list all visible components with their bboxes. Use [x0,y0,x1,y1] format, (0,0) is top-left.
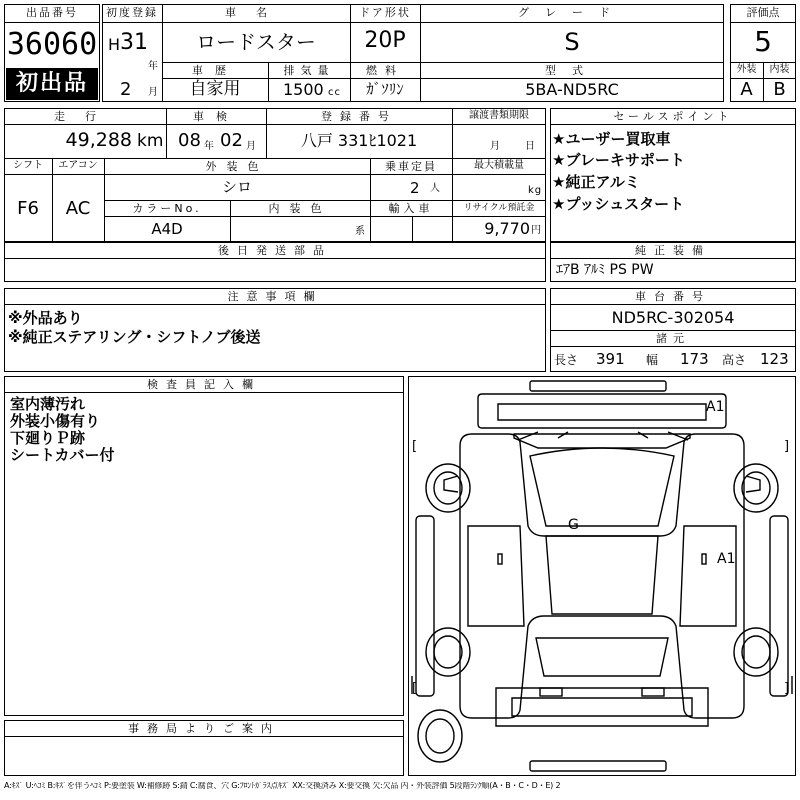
recycle-label: リサイクル預託金 [463,203,535,213]
first-listing-badge: 初出品 [6,68,98,100]
right-door [680,526,736,626]
inspection-month-unit: 月 [246,141,257,152]
reg-month-unit: 月 [148,87,159,98]
transfer-day-unit: 日 [525,141,536,152]
right-mirror [746,476,760,492]
windshield [530,448,674,526]
grade-label: グレード [518,6,626,19]
shift: F6 [17,198,39,219]
inspector-note-2: 外装小傷有り [10,412,101,430]
bracket-front-right: ] [784,439,790,454]
interior-grade: B [773,79,786,100]
fuel-label: 燃料 [366,64,404,77]
wheel-rear-right [734,628,778,676]
door: 20P [364,28,406,53]
inspector-note-3: 下廻りＰ跡 [10,429,86,447]
car-name: ロードスター [196,30,316,54]
mileage: 49,288 [65,129,132,151]
exterior-grade: A [740,79,753,100]
recycle-unit: 円 [531,225,542,236]
office-notice-label: 事務局よりご案内 [128,722,280,735]
history: 自家用 [189,79,241,99]
model: 5BA-ND5RC [525,80,619,99]
height: 123 [760,350,789,368]
history-label: 車歴 [192,64,238,77]
notes-label: 注意事項欄 [227,290,323,303]
car-damage-diagram [408,376,796,776]
capacity-label: 乗車定員 [385,160,437,173]
wheel-front-left [426,464,470,512]
capacity-unit: 人 [430,183,441,194]
first-reg-label: 初度登録 [106,6,158,19]
sales-point-4: ★プッシュスタート [552,195,685,213]
genuine-equipment-label: 純正装備 [635,244,711,257]
left-skirt [416,516,434,696]
reg-no: 八戸 331ﾋ1021 [300,131,418,150]
exterior-label: 外装 [736,64,757,75]
note-2: ※純正ステアリング・シフトノブ後送 [8,328,261,346]
genuine-equipment: ｴｱB ｱﾙﾐ PS PW [556,262,654,278]
bracket-rear-right: ] [784,681,790,696]
era: H [108,35,121,54]
shift-label: シフト [13,160,43,171]
rear-bumper [496,688,708,726]
color-no-label: カラーNo. [132,202,202,215]
interior-color-suffix: 系 [355,226,366,237]
lot-number: 36060 [6,27,98,62]
transfer-month-unit: 月 [490,141,501,152]
legend: A:ｷｽﾞ U:ﾍｺﾐ B:ｷｽﾞを伴うﾍｺﾐ P:要塗装 W:補修跡 S:錆 C:腐食、穴 G:ﾌﾛﾝﾄｶﾞﾗｽ点ｷｽﾞ XX:交換済み X:要交換 欠:欠品 内・外装評価 5段階ﾗﾝｸ順(A・B・C・D・E) 2 [4,782,561,790]
sales-point-2: ★ブレーキサポート [552,151,685,169]
length: 391 [596,350,625,368]
color-no: A4D [151,220,183,238]
mileage-unit: km [137,131,164,151]
reg-year: 31 [120,30,148,55]
capacity: 2 [410,179,420,197]
color-label: 外装色 [205,160,269,173]
chassis-label: 車台番号 [635,290,711,303]
inspection-label: 車検 [193,110,239,123]
interior-label: 内装 [769,64,790,75]
inspection-year: 08 [178,130,201,151]
dims-label: 諸元 [656,332,690,345]
displacement-label: 排気量 [283,64,335,77]
wheel-rear-left [426,628,470,676]
score: 5 [754,25,772,58]
mileage-label: 走行 [54,110,116,123]
diagram-mark-glass: G [568,517,579,533]
cabin [546,536,658,614]
fuel: ｶﾞｿﾘﾝ [366,80,404,98]
height-label: 高さ [722,353,747,367]
color: シロ [221,178,252,196]
recycle-fee: 9,770 [484,219,530,238]
diagram-mark-right-door: A1 [717,551,736,567]
door-label: ドア形状 [359,6,411,19]
bracket-rear-left: [ [412,681,418,696]
bracket-front-left: [ [412,439,418,454]
sales-point-1: ★ユーザー買取車 [552,130,671,148]
lot-number-label: 出品番号 [26,6,78,19]
ac: AC [65,198,91,219]
inspector-notes-label: 検査員記入欄 [147,378,261,391]
roof-bar-top [530,381,666,391]
inspector-note-4: シートカバー付 [10,446,115,464]
reg-no-label: 登録番号 [321,110,397,123]
trunk [536,638,668,676]
note-1: ※外品あり [8,309,83,327]
chassis-number: ND5RC-302054 [611,308,735,327]
model-label: 型式 [545,64,599,77]
inspector-note-1: 室内薄汚れ [10,395,86,413]
left-mirror [444,476,458,492]
interior-color-label: 内装色 [268,202,332,215]
max-load-unit: kg [528,185,543,196]
diagram-mark-front: A1 [706,399,725,415]
width-label: 幅 [646,353,659,367]
inspection-month: 02 [220,130,243,151]
displacement-unit: cc [328,87,341,98]
inspection-year-unit: 年 [204,141,215,152]
sales-point-3: ★純正アルミ [552,173,640,191]
car-name-label: 車名 [225,6,287,19]
length-label: 長さ [554,353,579,367]
roof-bar-bottom [530,761,666,771]
wheel-front-right [734,464,778,512]
import-label: 輸入車 [388,202,434,215]
grade: S [564,28,580,56]
transfer-doc-label: 譲渡書類期限 [469,110,529,121]
displacement: 1500 [283,80,324,99]
front-bumper [478,394,726,428]
spare-wheel [418,710,462,762]
reg-month: 2 [120,79,132,100]
ac-label: エアコン [58,160,98,171]
left-door [468,526,524,626]
reg-year-unit: 年 [148,61,159,72]
score-label: 評価点 [746,6,780,19]
right-skirt [770,516,788,696]
max-load-label: 最大積載量 [474,160,524,171]
hood [514,434,690,448]
later-parts-label: 後日発送部品 [218,244,332,257]
width: 173 [680,350,709,368]
sales-points-label: セールスポイント [613,110,733,123]
